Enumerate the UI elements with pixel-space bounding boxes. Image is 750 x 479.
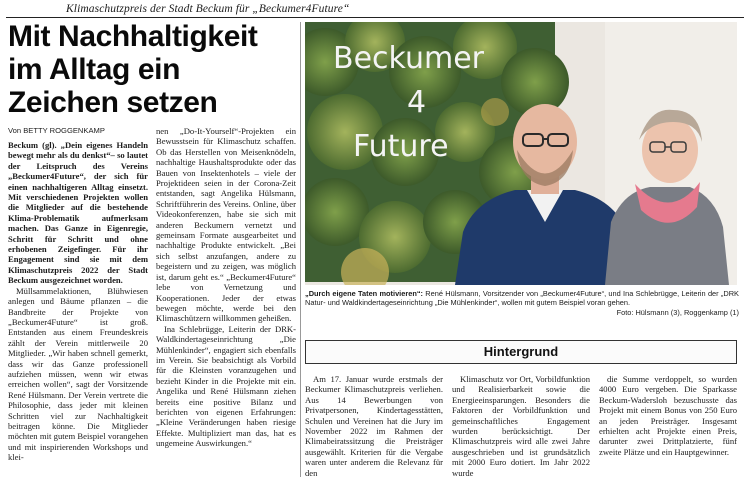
hintergrund-column-1 xyxy=(305,374,443,478)
hintergrund-header xyxy=(305,340,737,364)
body-paragraph: Müllsammelaktionen, Blühwiesen anlegen und Bäume pflanzen – die Bandbreite der Projekte von „Beckumer4Future“ ist groß. Entstanden aus einem Freundeskreis zählt der Verein mittlerweile 20 Mitglieder. „Wir haben schnell gemerkt, dass wir das Ganze professionell aufziehen müssen, wenn wir etwas erreichen wollen“, sagt der Vorsitzende René Hülsmann. Der Verein vertrete die Philosophie, dass jeder mit kleinen Schritten viel zur Nachhaltigkeit beitragen könne. Die Mitglieder möchten mit gutem Beispiel vorangehen und mit inspirierenden Workshops und klei- xyxy=(8,285,148,463)
photo-caption xyxy=(305,289,739,317)
article-column-2 xyxy=(156,126,296,449)
headline-line-2: im Alltag ein xyxy=(8,53,181,86)
body-paragraph: Ina Schlebrügge, Leiterin der DRK-Waldkindertageseinrichtung „Die Mühlenkinder“, engagiert sich ebenfalls im Verein. Sie beabsichtigt als Vorbild für die Kleinsten voranzugehen und bezieht Kinder in die Projekte mit ein. Angelika und René Hülsmann ziehen bereits eine positive Bilanz und berichten von eigenen Erfahrungen: „Kleine Veränderungen haben riesige Effekte. Multipliziert man das, hat es ungemeine Auswirkungen.“ xyxy=(156,323,296,449)
body-paragraph: nen „Do-It-Yourself“-Projekten ein Bewusstsein für Klimaschutz schaffen. Ob das Herstellen von Meisenknödeln, nachhaltige Haushaltsprodukte oder das Bauen von Insektenhotels – viele der Projektideen seien in der Corona-Zeit entstanden, sagt Angelika Hülsmann, Schriftführerin des Vereins. Online, über Videokonferenzen, habe sie sich mit anderen Beckumern vernetzt und gemeinsam Formate ausgearbeitet und nachhaltige Produkte entwickelt. „Bei sich selbst anzufangen, andere zu begeistern und zu zeigen, was möglich ist, darum geht es.“ „Beckumer4Future“ lebe von Vernetzung und Kooperationen. Jeder der etwas bewegen möchte, werde bei den Klimaschützern willkommen geheißen. xyxy=(156,126,296,324)
hintergrund-column-3 xyxy=(599,374,737,457)
article-column-1 xyxy=(8,140,148,463)
lead-paragraph: Beckum (gl). „Dein eigenes Handeln bewegt mehr als du denkst“– so lautet der Leitspruch des Vereins „Beckumer4Future“, der sich für einen nachhaltigeren Alltag einsetzt. Mit verschiedenen Projekten wollen die Mitglieder auf die bestehende Klima-Problematik aufmerksam machen. Das Ganze in Eigenregie, Schritt für Schritt und ohne erhobenen Zeigefinger. Für ihr Engagement sind sie mit dem Klimaschutzpreis 2022 der Stadt Beckum ausgezeichnet worden. xyxy=(8,140,148,286)
screen-text-line-1: Beckumer xyxy=(333,41,485,76)
headline xyxy=(8,20,304,119)
screen-text-line-3: Future xyxy=(353,129,449,164)
photo-credit: Foto: Hülsmann (3), Roggenkamp (1) xyxy=(616,307,739,317)
byline: Von BETTY ROGGENKAMP xyxy=(8,126,105,135)
caption-lead: „Durch eigene Taten motivieren“: xyxy=(305,289,424,298)
caption-text: René Hülsmann, Vorsitzender von „Beckumer4Future“, und Ina Schlebrügge, Leiterin der „DRK Natur- und Waldkindertageseinrichtung „Die Mühlenkinder“, wollen mit gutem Beispiel voran gehen. xyxy=(305,289,739,308)
hintergrund-paragraph: Klimaschutz vor Ort, Vorbildfunktion und Realisierbarkeit sowie die Energieeinsparungen. Besonders die Faktoren der Vorbildfunktion und gemeinschaftliches Engagement wurden berücksichtigt. Der Klimaschutzpreis wird alle zwei Jahre ausgeschrieben und ist grundsätzlich mit 2000 Euro dotiert. Im Jahr 2022 wurde xyxy=(452,374,590,478)
kicker-text: Klimaschutzpreis der Stadt Beckum für „Beckumer4Future“ xyxy=(66,3,350,15)
photo-illustration xyxy=(305,22,737,285)
headline-line-3: Zeichen setzen xyxy=(8,86,218,119)
kicker-bar xyxy=(6,2,744,18)
column-divider xyxy=(300,22,301,477)
article-photo xyxy=(305,22,737,285)
hintergrund-column-2 xyxy=(452,374,590,478)
hintergrund-paragraph: die Summe verdoppelt, so wurden 4000 Euro vergeben. Die Sparkasse Beckum-Wadersloh bezuschusste das Projekt mit einem Bonus von 250 Euro an jeden Preisträger. Insgesamt erhielten acht Projekte einen Preis, darunter zwei Drittplatzierte, fünf zweite Plätze und ein Hauptgewinner. xyxy=(599,374,737,457)
headline-line-1: Mit Nachhaltigkeit xyxy=(8,20,258,53)
hintergrund-paragraph: Am 17. Januar wurde erstmals der Beckumer Klimaschutzpreis verliehen. Aus 14 Bewerbungen von Privatpersonen, Kindertagesstätten, Schulen und Vereinen hat die Jury im November 2022 im Rahmen der Klimabeiratssitzung die Preisträger ausgewählt. Kriterien für die Vergabe waren unter anderem die Relevanz für den xyxy=(305,374,443,478)
hintergrund-title: Hintergrund xyxy=(483,344,559,359)
screen-text-line-2: 4 xyxy=(407,85,427,120)
